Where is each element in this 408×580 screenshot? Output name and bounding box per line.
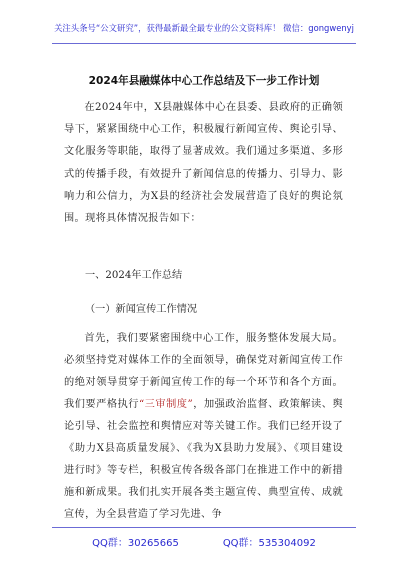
header-divider [52, 43, 356, 44]
body-paragraph [64, 328, 343, 526]
section-heading: 一、2024年工作总结 [85, 270, 183, 281]
body-text-part1: 首先，我们要紧密围绕中心工作，服务整体发展大局。必须坚持党对媒体工作的全面领导，确保党对新闻宣传工作的绝对领导贯穿于新闻宣传工作的每一个环节和各个方面。我们要严格执行 [64, 333, 343, 410]
footer-qq-group-2: QQ群：535304092 [222, 538, 316, 549]
footer-qq-group-1: QQ群：30265665 [92, 538, 179, 549]
body-highlight: “三审制度” [138, 399, 194, 410]
promo-banner: 关注头条号“公文研究”，获得最新最全最专业的公文资料库！ 微信：gongwenyj [54, 23, 354, 33]
body-text-part2: ，加强政治监督、政策解读、舆论引导、社会监控和舆情应对等关键工作。我们已经开设了《助力X县高质量发展》、《我为X县助力发展》、《项目建设进行时》等专栏，积极宣传各级各部门在推进工作中的新措施和新成果。我们扎实开展各类主题宣传、典型宣传、成就宣传，为全县营造了学习先进、争 [64, 399, 343, 520]
subsection-heading: （一）新闻宣传工作情况 [85, 304, 198, 315]
footer-divider [52, 527, 356, 528]
intro-paragraph: 在2024年中，X县融媒体中心在县委、县政府的正确领导下，紧紧围绕中心工作，积极履行新闻宣传、舆论引导、文化服务等职能，取得了显著成效。我们通过多渠道、多形式的传播手段，有效提升了新闻信息的传播力、引导力、影响力和公信力，为X县的经济社会发展营造了良好的舆论氛围。现将具体情况报告如下： [64, 102, 343, 225]
footer [0, 534, 408, 549]
document-title: 2024年县融媒体中心工作总结及下一步工作计划 [88, 75, 320, 87]
